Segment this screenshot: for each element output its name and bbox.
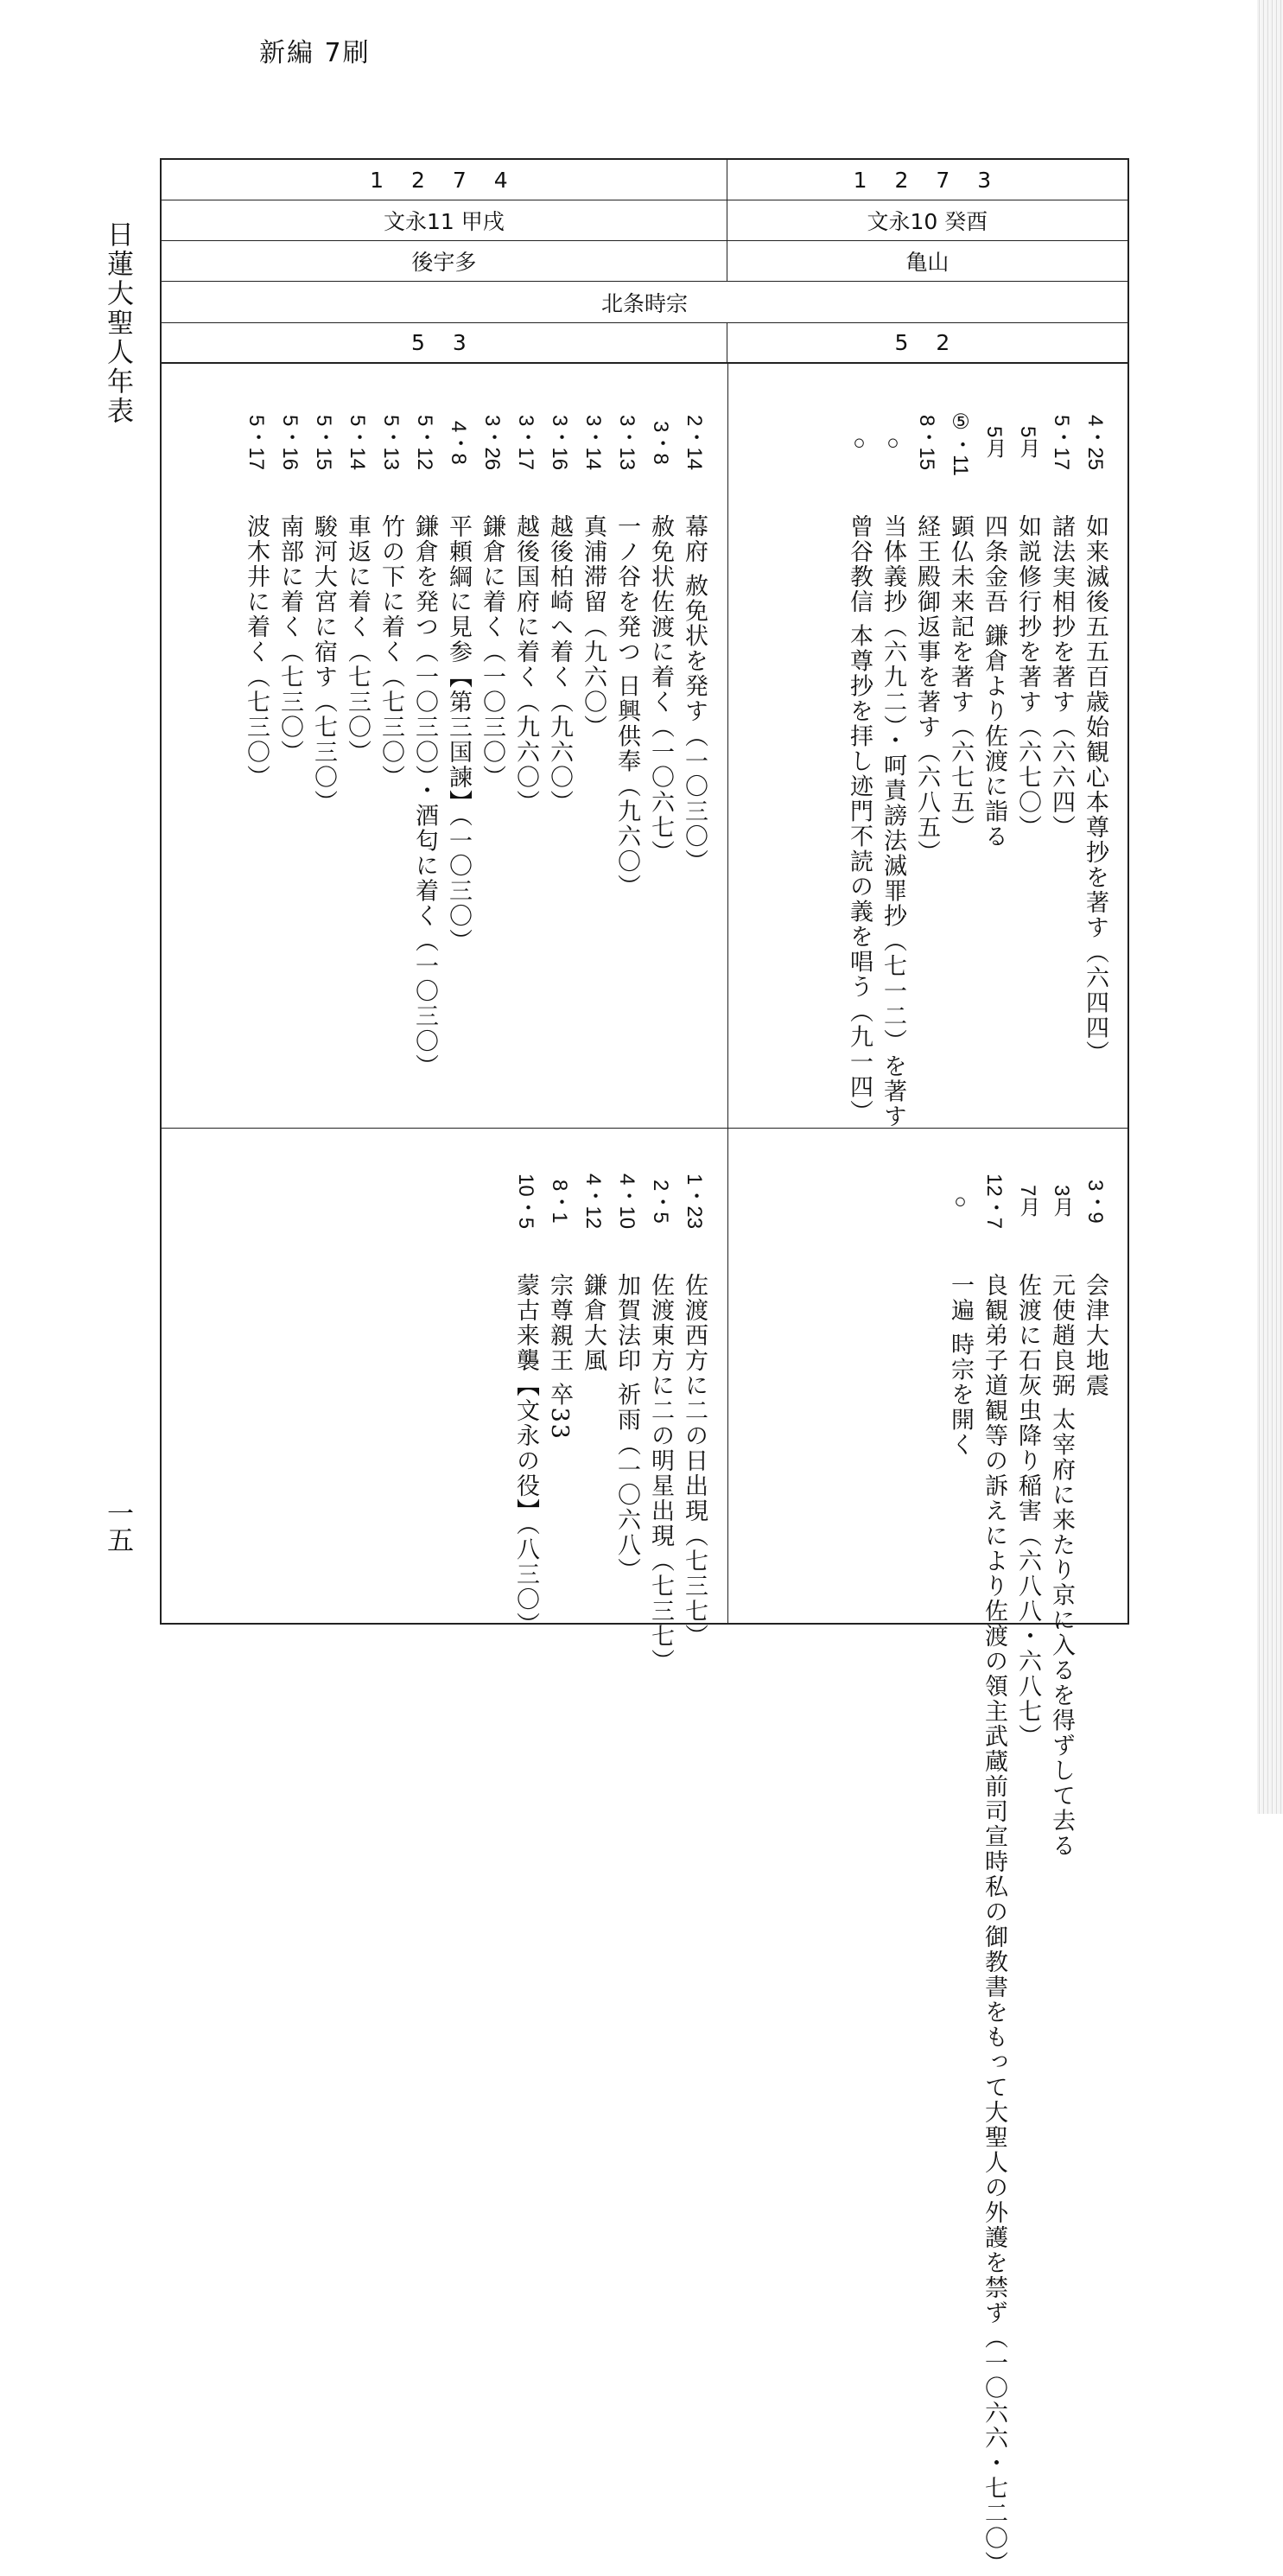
regent-hojo-tokimune: 北条時宗 bbox=[600, 290, 688, 316]
entry-text: 諸法実相抄を著す（六六四） bbox=[1048, 514, 1075, 840]
entry-text: 元使趙良弼 太宰府に来たり京に入るを得ずして去る bbox=[1048, 1273, 1075, 1859]
entry-date: ○ bbox=[949, 1189, 972, 1213]
entry-date: 3・26 bbox=[480, 414, 504, 471]
entry-text: 波木井に着く（七三〇） bbox=[243, 514, 270, 790]
chronology-entry bbox=[644, 386, 677, 1112]
chronology-entry bbox=[441, 386, 475, 1112]
entry-text: 真浦滞留（九六〇） bbox=[580, 514, 607, 740]
chronology-entry bbox=[610, 1145, 644, 1612]
chronology-entry bbox=[1078, 386, 1112, 1112]
chronology-entry bbox=[943, 386, 977, 1112]
entry-text: 一遍 時宗を開く bbox=[947, 1273, 974, 1458]
chronology-entry bbox=[273, 386, 307, 1112]
entry-date: 3・14 bbox=[581, 414, 605, 471]
entries-top-right bbox=[842, 386, 1112, 1129]
entry-text: 平頼綱に見参【第三国諫】（一〇三〇） bbox=[445, 514, 472, 954]
entries-bottom-left bbox=[509, 1145, 711, 1674]
chronology-entry bbox=[576, 1145, 610, 1612]
entry-text: 鎌倉を発つ（一〇三〇）・酒匂に着く（一〇三〇） bbox=[411, 514, 438, 1079]
entry-date: 4・10 bbox=[615, 1173, 638, 1230]
entry-text: 加賀法印 祈雨（一〇六八） bbox=[613, 1273, 640, 1583]
entry-text: 曾谷教信 本尊抄を拝し迹門不読の義を唱う（九一四） bbox=[846, 514, 873, 1125]
entry-date: 3・16 bbox=[548, 414, 571, 471]
chronology-entry bbox=[943, 1145, 977, 1612]
chronology-entry bbox=[1011, 1145, 1045, 1749]
entry-text: 駿河大宮に宿す（七三〇） bbox=[310, 514, 337, 815]
era-bunei-10: 文永10 癸酉 bbox=[867, 209, 988, 234]
regent-row bbox=[162, 282, 1127, 323]
entry-date: 3月 bbox=[1050, 1185, 1073, 1218]
chronology-entry bbox=[977, 386, 1011, 1112]
entry-text: 鎌倉大風 bbox=[580, 1273, 607, 1373]
entry-text: 宗尊親王 卒33 bbox=[546, 1273, 573, 1441]
chronology-entry bbox=[1045, 1145, 1078, 1859]
chronology-entry bbox=[644, 1145, 677, 1674]
chronology-entry bbox=[977, 1145, 1011, 2576]
entry-date: 5・14 bbox=[346, 414, 369, 471]
entry-text: 蒙古来襲【文永の役】（八三〇） bbox=[512, 1273, 539, 1638]
entry-text: 顕仏未来記を著す（六七五） bbox=[947, 514, 974, 840]
chronology-entry bbox=[408, 386, 441, 1112]
entry-date: 3・13 bbox=[615, 414, 638, 471]
entry-date: 12・7 bbox=[982, 1173, 1006, 1230]
page-header: 新編 7刷 bbox=[259, 38, 371, 68]
entry-date: 5月 bbox=[1016, 426, 1039, 459]
entry-text: 佐渡東方に二の明星出現（七三七） bbox=[647, 1273, 674, 1674]
chronology-entry bbox=[475, 386, 509, 1112]
year-row bbox=[162, 160, 1127, 200]
entry-date: 5・16 bbox=[278, 414, 302, 471]
entry-text: 良観弟子道観等の訴えにより佐渡の領主武蔵前司宣時私の御教書をもって大聖人の外護を禁ず（一〇六六・七二〇） bbox=[981, 1273, 1007, 2576]
entry-text: 当体義抄（六九二）・呵責謗法滅罪抄（七一二）を著す bbox=[880, 514, 906, 1129]
chronology-entry bbox=[543, 1145, 576, 1612]
chronology-entry bbox=[340, 386, 374, 1112]
chronology-entry bbox=[543, 386, 576, 1112]
chronology-entry bbox=[374, 386, 408, 1112]
year-1273: 1 2 7 3 bbox=[853, 167, 1002, 193]
column-divider bbox=[727, 364, 728, 1625]
entry-text: 竹の下に着く（七三〇） bbox=[378, 514, 404, 790]
entry-text: 南部に着く（七三〇） bbox=[276, 514, 303, 765]
entry-text: 赦免状佐渡に着く（一〇六七） bbox=[647, 514, 674, 865]
entry-date: 4・12 bbox=[581, 1173, 605, 1230]
chronology-entry bbox=[509, 1145, 543, 1638]
entry-date: 4・25 bbox=[1083, 414, 1107, 471]
entry-text: 四条金吾 鎌倉より佐渡に詣る bbox=[981, 514, 1007, 849]
chronology-entry bbox=[239, 386, 273, 1112]
entry-date: 3・9 bbox=[1083, 1179, 1107, 1224]
entry-text: 車返に着く（七三〇） bbox=[344, 514, 371, 765]
scanned-page-edge bbox=[1257, 0, 1283, 1814]
entry-text: 越後柏崎へ着く（九六〇） bbox=[546, 514, 573, 815]
entry-text: 経王殿御返事を著す（六八五） bbox=[913, 514, 940, 865]
entry-text: 如来滅後五五百歳始観心本尊抄を著す（六四四） bbox=[1082, 514, 1108, 1065]
entry-date: ⑤・11 bbox=[949, 409, 972, 476]
entry-date: 8・1 bbox=[548, 1179, 571, 1224]
year-1274: 1 2 7 4 bbox=[162, 160, 727, 200]
chronology-entry bbox=[1011, 386, 1045, 1112]
entry-date: 5・17 bbox=[245, 414, 268, 471]
entry-date: 5・13 bbox=[379, 414, 403, 471]
chronology-entry bbox=[509, 386, 543, 1112]
emperor-kameyama: 亀山 bbox=[905, 250, 950, 275]
entry-text: 会津大地震 bbox=[1082, 1273, 1108, 1398]
page-number: 一五 bbox=[102, 1499, 133, 1553]
entry-date: 5・12 bbox=[413, 414, 436, 471]
entry-date: 5・17 bbox=[1050, 414, 1073, 471]
entry-text: 鎌倉に着く（一〇三〇） bbox=[479, 514, 505, 790]
chronology-entry bbox=[910, 386, 943, 1112]
side-title: 日蓮大聖人年表 bbox=[102, 220, 133, 426]
section-divider bbox=[162, 1128, 1127, 1129]
entry-date: 1・23 bbox=[683, 1173, 706, 1230]
chronology-entry bbox=[1078, 1145, 1112, 1612]
chronology-entry bbox=[677, 1145, 711, 1649]
entries-bottom-right bbox=[943, 1145, 1112, 2576]
entry-date: 10・5 bbox=[514, 1173, 537, 1230]
age-53: 5 3 bbox=[162, 323, 727, 362]
entries-top-left bbox=[239, 386, 711, 1112]
entry-date: 2・5 bbox=[649, 1179, 672, 1224]
chronology-entry bbox=[876, 386, 910, 1129]
entry-text: 幕府 赦免状を発す（一〇三〇） bbox=[681, 514, 708, 875]
entry-date: 5月 bbox=[982, 426, 1006, 459]
entry-date: ○ bbox=[881, 430, 905, 455]
emperor-go-uda: 後宇多 bbox=[162, 241, 727, 281]
entry-text: 如説修行抄を著す（六七〇） bbox=[1014, 514, 1041, 840]
chronology-entry bbox=[610, 386, 644, 1112]
chronology-entry bbox=[1045, 386, 1078, 1112]
chronology-entry bbox=[677, 386, 711, 1112]
entry-date: 8・15 bbox=[915, 414, 938, 471]
entry-date: 7月 bbox=[1016, 1185, 1039, 1218]
entry-date: ○ bbox=[848, 430, 871, 455]
entry-date: 2・14 bbox=[683, 414, 706, 471]
age-52: 5 2 bbox=[894, 330, 961, 355]
era-bunei-11: 文永11 甲戌 bbox=[162, 200, 727, 240]
chronology-entry bbox=[307, 386, 340, 1112]
emperor-row bbox=[162, 241, 1127, 282]
entry-date: 5・15 bbox=[312, 414, 335, 471]
entry-date: 3・8 bbox=[649, 420, 672, 465]
chronology-table bbox=[160, 158, 1129, 2576]
entry-text: 佐渡に石灰虫降り稲害（六八八・六八七） bbox=[1014, 1273, 1041, 1749]
entry-date: 4・8 bbox=[447, 420, 470, 465]
chronology-entry bbox=[576, 386, 610, 1112]
chronology-entry bbox=[842, 386, 876, 1125]
entry-date: 3・17 bbox=[514, 414, 537, 471]
entry-text: 越後国府に着く（九六〇） bbox=[512, 514, 539, 815]
entry-text: 一ノ谷を発つ 日興供奉（九六〇） bbox=[613, 514, 640, 900]
entry-text: 佐渡西方に二の日出現（七三七） bbox=[681, 1273, 708, 1649]
era-row bbox=[162, 200, 1127, 241]
age-row bbox=[162, 323, 1127, 364]
